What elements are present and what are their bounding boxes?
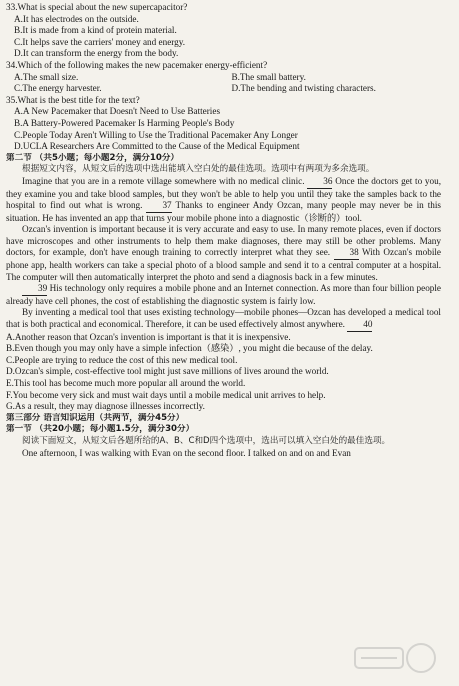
option-b: B.A Battery-Powered Pacemaker Is Harming People's Body: [14, 117, 235, 128]
answer-blank[interactable]: 37: [146, 200, 171, 213]
option-b: B.Even though you may only have a simple infection（感染）, you might die because of the delay.: [6, 343, 373, 354]
section-instruction: 根据短文内容，从短文后的选项中选出能填入空白处的最佳选项。选项中有两项为多余选项。: [22, 164, 375, 175]
answer-blank[interactable]: 39: [22, 283, 47, 296]
option-b: B.The small battery.: [231, 71, 306, 82]
option-row: [6, 72, 441, 84]
option-f: F.You become very sick and must wait days until a mobile medical unit arrives to help.: [6, 389, 326, 400]
passage-paragraph: [6, 224, 441, 283]
passage-text: Ozcan's invention is important because it is very accurate and easy to use. In many remote places, even if doctors have microscopes and other instruments to help them make diagnoses, there may still be other problems. Many doctors, for example, don't have enough training to correctly interpret what they see.: [6, 224, 441, 258]
question-34: [6, 60, 441, 95]
question-stem: 33.What is special about the new supercapacitor?: [6, 2, 188, 12]
question-35: [6, 95, 441, 153]
passage-text: Thanks to engineer Andy Ozcan, many people may never be in this situation. He has invented an app that turns your mobile phone into a diagnostic（诊断的）tool.: [6, 200, 442, 223]
passage-text: By inventing a medical tool that uses existing technology—mobile phones—Ozcan has developed a medical tool that is both practical and economical. Therefore, it can be used effectively almost anywhere.: [6, 307, 441, 330]
option-row: [6, 83, 441, 95]
option-c: C.It helps save the carriers' money and energy.: [14, 36, 186, 47]
option-a: A.It has electrodes on the outside.: [14, 13, 139, 24]
option-d: D.UCLA Researchers Are Committed to the Cause of the Medical Equipment: [14, 141, 300, 152]
option-b: B.It is made from a kind of protein material.: [14, 25, 177, 36]
question-33: [6, 2, 441, 60]
part-header: 第三部分 语言知识运用（共两节，满分45分）: [6, 412, 185, 423]
part-instruction: 阅读下面短文，从短文后各题所给的A、B、C和D四个选项中，选出可以填入空白处的最佳选项。: [22, 435, 391, 446]
answer-options: [6, 332, 441, 413]
option-d: D.The bending and twisting characters.: [231, 83, 376, 94]
passage-text: Once the doctors get to you, they examine you and take blood samples, but they won't be able to help you until they take the samples back to the hospital to find out what is wrong.: [6, 175, 441, 211]
section-header: 第二节 （共5小题；每小题2分，满分10分）: [6, 152, 180, 163]
passage-text: His technology only requires a mobile phone and an Internet connection. As more than four billion people already have cell phones, the cost of establishing the diagnostic system is fairly low.: [6, 283, 442, 306]
option-a: A.A New Pacemaker that Doesn't Need to Use Batteries: [14, 106, 221, 117]
subsection-header: 第一节 （共20小题；每小题1.5分，满分30分）: [6, 424, 195, 435]
watermark-logo-icon: [351, 640, 441, 680]
option-d: D.Ozcan's simple, cost-effective tool might just save millions of lives around the world.: [6, 366, 329, 377]
option-d: D.It can transform the energy from the body.: [14, 48, 179, 59]
option-c: C.The energy harvester.: [14, 83, 102, 94]
option-a: A.The small size.: [14, 71, 79, 82]
passage-text: Imagine that you are in a remote village somewhere with no medical clinic.: [22, 175, 305, 186]
question-stem: 35.What is the best title for the text?: [6, 94, 140, 105]
answer-blank[interactable]: 38: [334, 247, 359, 260]
option-g: G.As a result, they may diagnose illnesses incorrectly.: [6, 401, 205, 412]
option-c: C.People Today Aren't Willing to Use the Traditional Pacemaker Any Longer: [14, 129, 298, 140]
passage-paragraph: [6, 307, 441, 331]
answer-blank[interactable]: 40: [347, 319, 372, 332]
answer-blank[interactable]: 36: [307, 176, 332, 189]
question-stem: 34.Which of the following makes the new pacemaker energy-efficient?: [6, 59, 268, 70]
option-a: A.Another reason that Ozcan's invention is important is that it is inexpensive.: [6, 331, 291, 342]
option-c: C.People are trying to reduce the cost of this new medical tool.: [6, 354, 238, 365]
passage-paragraph: [6, 283, 441, 307]
passage-start: One afternoon, I was walking with Evan on the second floor. I talked on and on and Evan: [22, 447, 351, 458]
passage-text: With Ozcan's mobile phone app, health workers can take a special photo of a blood sample and send it to a central computer at a hospital. The computer will then automatically interpret the photo and send a diagnosis back in a few minutes.: [6, 247, 442, 282]
option-e: E.This tool has become much more popular all around the world.: [6, 378, 246, 388]
passage-paragraph: [6, 176, 441, 224]
